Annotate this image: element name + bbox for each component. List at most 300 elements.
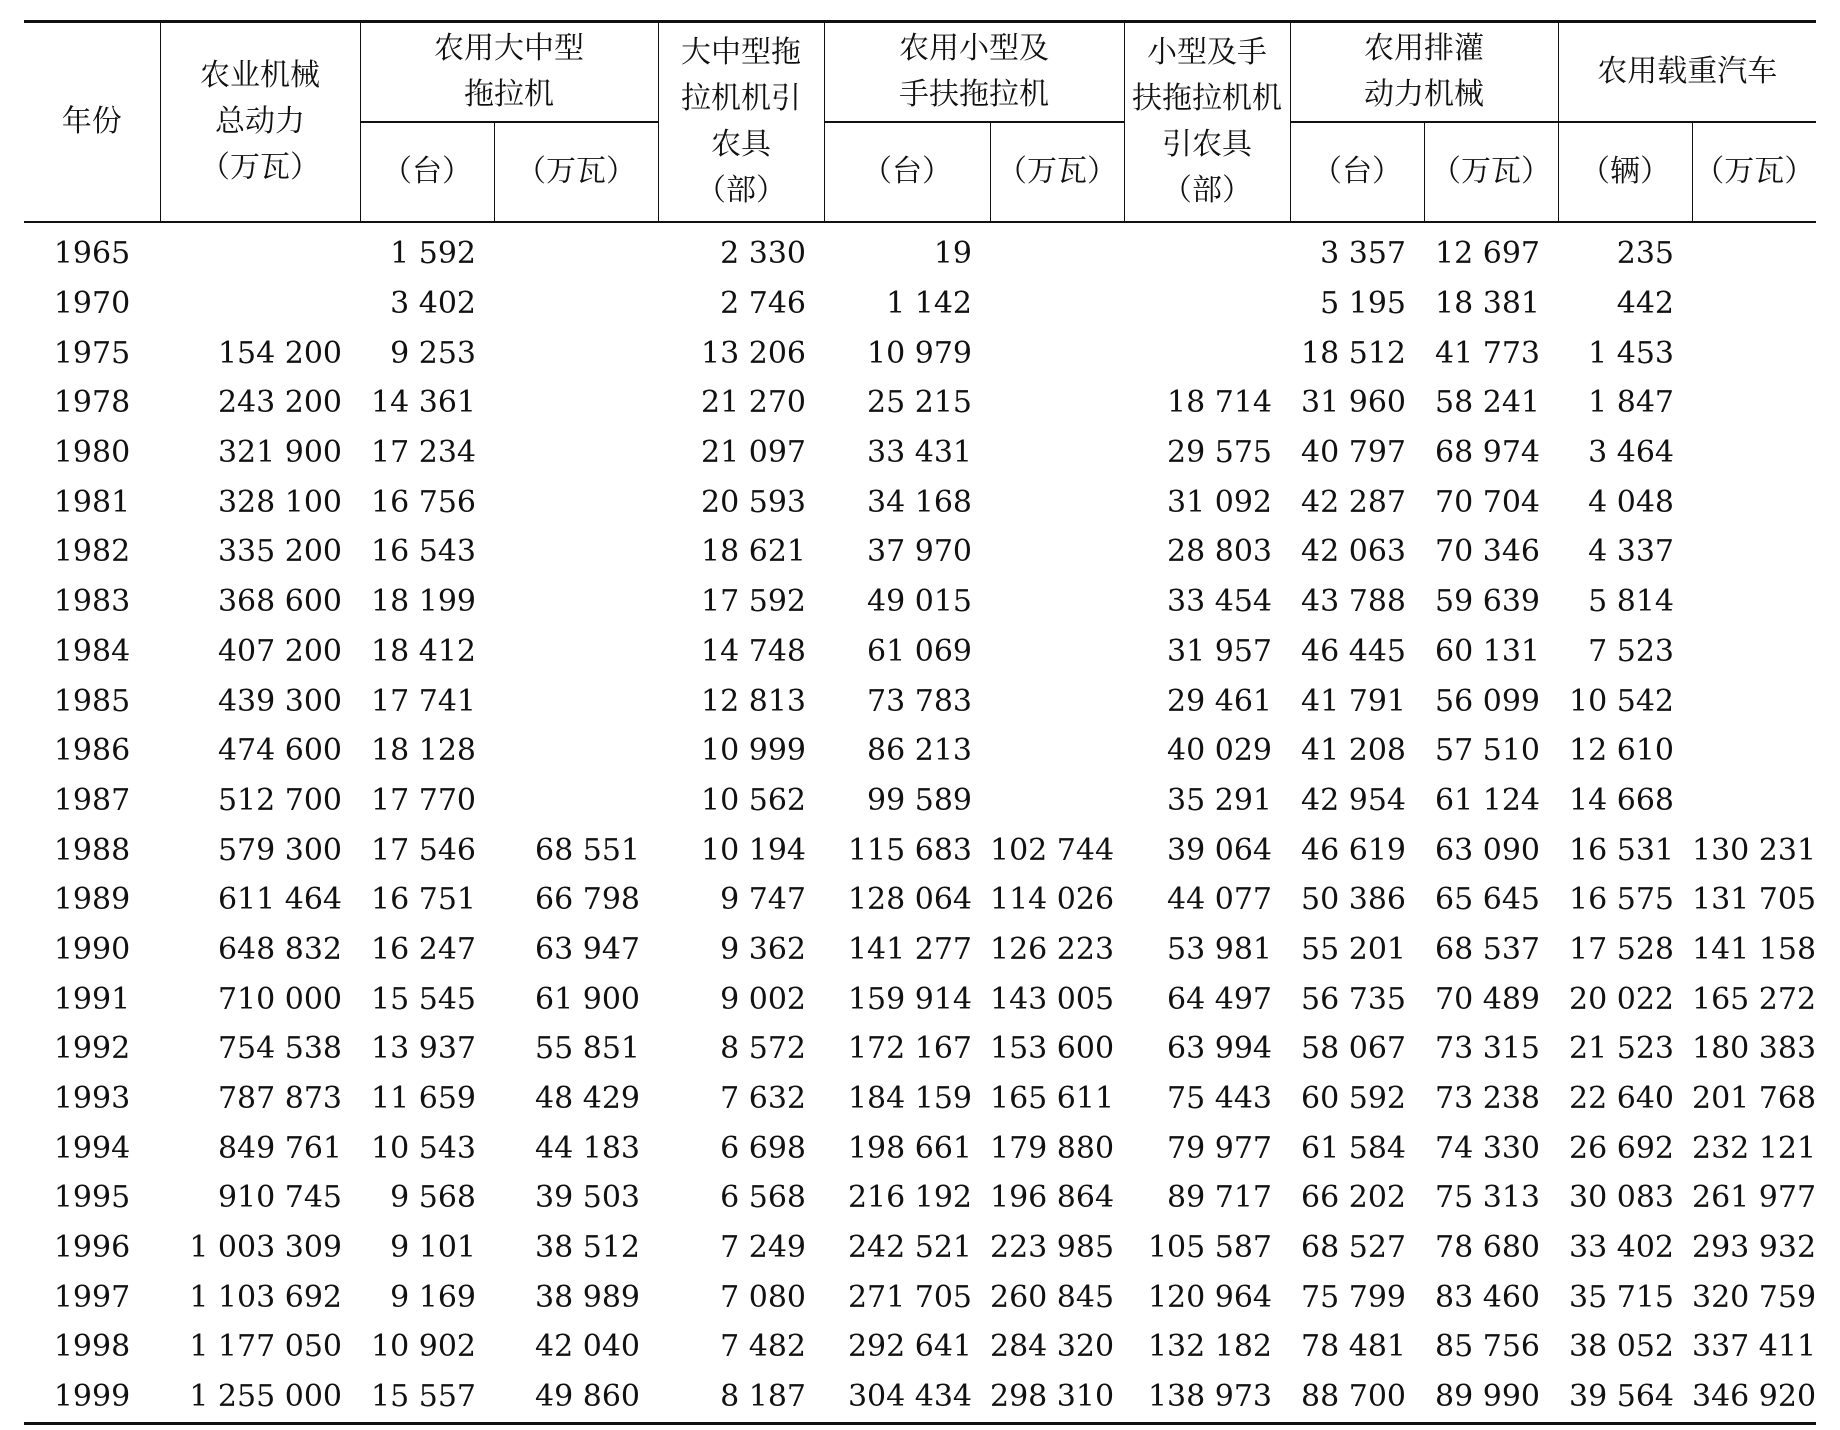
table-row: [24, 477, 1816, 527]
cell-small-tractor-count: 49 015: [867, 584, 972, 620]
cell-truck-count: 10 542: [1569, 683, 1674, 719]
cell-large-implements: 10 562: [701, 782, 806, 818]
cell-small-implements: 138 973: [1124, 1372, 1290, 1423]
cell-year: 1965: [53, 236, 131, 272]
cell-large-implements: 7 632: [720, 1081, 806, 1117]
cell-small-tractor-power: [990, 279, 1124, 329]
cell-large-tractor-count: 16 751: [371, 882, 476, 918]
cell-year: 1984: [53, 633, 131, 669]
cell-truck-count: 21 523: [1569, 1031, 1674, 1067]
cell-small-tractor-power: [990, 477, 1124, 527]
cell-truck-power: [1692, 328, 1816, 378]
cell-large-tractor-power: 44 183: [535, 1130, 640, 1166]
cell-large-tractor-power: 48 429: [535, 1081, 640, 1117]
cell-large-tractor-power: [494, 222, 658, 279]
cell-irrigation-count: 41 208: [1301, 733, 1406, 769]
cell-truck-power: 320 759: [1692, 1279, 1817, 1315]
header-small-implements: [1124, 22, 1290, 223]
cell-small-implements: 40 029: [1167, 733, 1272, 769]
cell-total-power: 787 873: [217, 1081, 342, 1117]
cell-truck-power: [1692, 726, 1816, 776]
cell-small-implements: 18 714: [1167, 385, 1272, 421]
cell-small-tractor-count: 216 192: [847, 1180, 972, 1216]
cell-truck-count: 1 847: [1588, 385, 1674, 421]
cell-truck-power: [1692, 279, 1816, 329]
cell-large-tractor-count: 17 546: [371, 832, 476, 868]
header-small-tractor-line2: 手扶拖拉机: [899, 77, 1049, 112]
cell-total-power: 439 300: [217, 683, 342, 719]
table-row: [24, 378, 1816, 428]
cell-small-implements: 132 182: [1147, 1329, 1272, 1365]
cell-small-tractor-count: 34 168: [867, 484, 972, 520]
cell-irrigation-power: 56 099: [1435, 683, 1540, 719]
header-irrigation-line1: 农用排灌: [1364, 31, 1484, 66]
cell-year: 1986: [53, 733, 131, 769]
cell-total-power: 910 745: [217, 1180, 342, 1216]
cell-large-tractor-count: 16 543: [371, 534, 476, 570]
cell-year: 1981: [53, 484, 131, 520]
cell-irrigation-count: 66 202: [1301, 1180, 1406, 1216]
cell-irrigation-count: 42 954: [1301, 782, 1406, 818]
cell-small-implements: [1124, 279, 1290, 329]
cell-irrigation-count: 50 386: [1301, 882, 1406, 918]
cell-total-power: 1 177 050: [189, 1329, 342, 1365]
table-row: [24, 825, 1816, 875]
table-row: [24, 527, 1816, 577]
cell-truck-power: [1692, 577, 1816, 627]
table-row: [24, 1173, 1816, 1223]
cell-irrigation-power: 57 510: [1435, 733, 1540, 769]
cell-large-tractor-count: 3 402: [390, 286, 476, 322]
cell-small-tractor-power: 196 864: [990, 1180, 1115, 1216]
cell-small-tractor-count: 1 142: [886, 286, 972, 322]
table-row: [24, 577, 1816, 627]
table-row: [24, 627, 1816, 677]
cell-total-power: 321 900: [217, 435, 342, 471]
cell-total-power: 1 103 692: [189, 1279, 342, 1315]
cell-total-power: 407 200: [217, 633, 342, 669]
cell-small-tractor-count: 19: [933, 236, 972, 272]
cell-truck-count: 442: [1616, 286, 1674, 322]
cell-year: 1996: [53, 1230, 131, 1266]
cell-large-tractor-count: 17 234: [371, 435, 476, 471]
cell-large-tractor-power: 38 989: [535, 1279, 640, 1315]
cell-large-implements: 8 187: [658, 1372, 824, 1423]
cell-truck-power: 337 411: [1692, 1329, 1817, 1365]
cell-year: 1970: [53, 286, 131, 322]
cell-truck-count: 12 610: [1569, 733, 1674, 769]
cell-year: 1991: [53, 981, 131, 1017]
cell-small-implements: 33 454: [1167, 584, 1272, 620]
cell-large-implements: 7 482: [720, 1329, 806, 1365]
cell-large-tractor-power: [494, 627, 658, 677]
header-large-implements-line3: 农具: [711, 127, 771, 162]
cell-year: 1994: [53, 1130, 131, 1166]
cell-large-tractor-count: 17 741: [371, 683, 476, 719]
header-large-tractor: [360, 22, 658, 123]
header-irrigation: [1290, 22, 1558, 123]
cell-irrigation-count: 46 445: [1301, 633, 1406, 669]
cell-truck-power: [1692, 477, 1816, 527]
cell-large-implements: 21 270: [701, 385, 806, 421]
cell-large-implements: 8 572: [720, 1031, 806, 1067]
table-row: [24, 676, 1816, 726]
header-total-power-line2: 总动力: [215, 104, 305, 139]
cell-year: 1982: [53, 534, 131, 570]
cell-truck-power: 180 383: [1692, 1031, 1817, 1067]
cell-small-tractor-count: 184 159: [847, 1081, 972, 1117]
cell-large-implements: 6 568: [720, 1180, 806, 1216]
cell-truck-power: [1692, 222, 1816, 279]
cell-irrigation-count: 31 960: [1301, 385, 1406, 421]
cell-irrigation-power: 41 773: [1435, 335, 1540, 371]
cell-irrigation-power: 70 489: [1435, 981, 1540, 1017]
cell-irrigation-power: 70 346: [1435, 534, 1540, 570]
cell-year: 1992: [53, 1031, 131, 1067]
cell-year: 1983: [53, 584, 131, 620]
cell-small-tractor-power: 284 320: [990, 1329, 1115, 1365]
cell-year: 1998: [53, 1329, 131, 1365]
cell-small-tractor-count: 99 589: [867, 782, 972, 818]
cell-year: 1990: [53, 931, 131, 967]
unit-irrigation-wanwa: （万瓦）: [1424, 122, 1558, 222]
cell-year: 1985: [53, 683, 131, 719]
unit-small-tractor-wanwa: （万瓦）: [990, 122, 1124, 222]
cell-truck-count: 30 083: [1569, 1180, 1674, 1216]
cell-year: 1999: [24, 1372, 160, 1423]
cell-year: 1997: [53, 1279, 131, 1315]
cell-large-tractor-power: [494, 676, 658, 726]
cell-small-tractor-count: 10 979: [867, 335, 972, 371]
cell-small-implements: 53 981: [1167, 931, 1272, 967]
cell-large-implements: 9 362: [720, 931, 806, 967]
header-small-implements-line3: 引农具: [1162, 127, 1252, 162]
cell-irrigation-count: 5 195: [1320, 286, 1406, 322]
cell-truck-count: 38 052: [1569, 1329, 1674, 1365]
header-small-tractor: [824, 22, 1124, 123]
header-total-power-unit: （万瓦）: [200, 150, 320, 185]
cell-truck-count: 1 453: [1588, 335, 1674, 371]
table-row: [24, 925, 1816, 975]
cell-small-tractor-count: 128 064: [847, 882, 972, 918]
cell-small-tractor-count: 159 914: [847, 981, 972, 1017]
cell-large-tractor-power: [494, 328, 658, 378]
cell-truck-power: 346 920: [1692, 1372, 1816, 1423]
cell-truck-power: 130 231: [1692, 832, 1817, 868]
cell-small-implements: 44 077: [1167, 882, 1272, 918]
cell-large-tractor-count: 16 756: [371, 484, 476, 520]
cell-truck-power: 165 272: [1692, 981, 1817, 1017]
cell-large-tractor-power: [494, 428, 658, 478]
cell-irrigation-count: 68 527: [1301, 1230, 1406, 1266]
cell-small-tractor-power: [990, 378, 1124, 428]
cell-small-implements: [1124, 328, 1290, 378]
cell-large-tractor-power: [494, 726, 658, 776]
cell-small-tractor-power: [990, 676, 1124, 726]
header-small-implements-line1: 小型及手: [1147, 35, 1267, 70]
cell-irrigation-power: 12 697: [1435, 236, 1540, 272]
cell-truck-power: 232 121: [1692, 1130, 1817, 1166]
cell-truck-count: 17 528: [1569, 931, 1674, 967]
cell-truck-count: 235: [1616, 236, 1674, 272]
header-irrigation-line2: 动力机械: [1364, 77, 1484, 112]
unit-small-tractor-tai: （台）: [824, 122, 990, 222]
cell-irrigation-count: 75 799: [1301, 1279, 1406, 1315]
cell-irrigation-power: 73 238: [1435, 1081, 1540, 1117]
cell-large-implements: 9 002: [720, 981, 806, 1017]
cell-small-tractor-power: 179 880: [990, 1130, 1115, 1166]
cell-large-tractor-power: 49 860: [494, 1372, 658, 1423]
header-small-implements-unit: （部）: [1162, 173, 1252, 208]
cell-large-implements: 17 592: [701, 584, 806, 620]
cell-irrigation-count: 60 592: [1301, 1081, 1406, 1117]
unit-truck-liang: （辆）: [1558, 122, 1692, 222]
cell-truck-count: 39 564: [1558, 1372, 1692, 1423]
cell-small-tractor-count: 33 431: [867, 435, 972, 471]
cell-large-implements: 10 194: [701, 832, 806, 868]
cell-large-tractor-count: 11 659: [371, 1081, 476, 1117]
cell-small-tractor-count: 172 167: [847, 1031, 972, 1067]
cell-small-tractor-power: [990, 328, 1124, 378]
unit-truck-wanwa: （万瓦）: [1692, 122, 1816, 222]
cell-large-implements: 2 330: [720, 236, 806, 272]
cell-small-implements: 79 977: [1167, 1130, 1272, 1166]
cell-year: 1975: [53, 335, 131, 371]
cell-large-implements: 2 746: [720, 286, 806, 322]
cell-truck-count: 7 523: [1588, 633, 1674, 669]
cell-large-tractor-count: 13 937: [371, 1031, 476, 1067]
table-row: [24, 1372, 1816, 1423]
cell-truck-power: [1692, 627, 1816, 677]
cell-large-tractor-count: 9 101: [390, 1230, 476, 1266]
cell-small-tractor-power: [990, 627, 1124, 677]
header-large-implements: [658, 22, 824, 223]
cell-irrigation-count: 55 201: [1301, 931, 1406, 967]
cell-truck-power: 261 977: [1692, 1180, 1817, 1216]
cell-large-implements: 7 249: [720, 1230, 806, 1266]
cell-small-implements: 120 964: [1147, 1279, 1272, 1315]
cell-total-power: 154 200: [217, 335, 342, 371]
table-container: [24, 20, 1816, 1425]
cell-year: 1978: [53, 385, 131, 421]
cell-total-power: 849 761: [217, 1130, 342, 1166]
cell-irrigation-power: 61 124: [1435, 782, 1540, 818]
header-large-implements-line1: 大中型拖: [681, 35, 801, 70]
cell-large-tractor-power: 42 040: [535, 1329, 640, 1365]
cell-irrigation-power: 85 756: [1435, 1329, 1540, 1365]
cell-small-tractor-count: 198 661: [847, 1130, 972, 1166]
cell-total-power: 710 000: [217, 981, 342, 1017]
cell-truck-count: 16 531: [1569, 832, 1674, 868]
table-row: [24, 1223, 1816, 1273]
cell-large-tractor-power: 63 947: [535, 931, 640, 967]
cell-large-tractor-count: 9 568: [390, 1180, 476, 1216]
cell-small-tractor-power: 260 845: [990, 1279, 1115, 1315]
cell-small-tractor-power: 153 600: [990, 1031, 1115, 1067]
cell-small-implements: 35 291: [1167, 782, 1272, 818]
header-truck: 农用载重汽车: [1558, 22, 1816, 123]
cell-truck-count: 3 464: [1588, 435, 1674, 471]
cell-irrigation-power: 70 704: [1435, 484, 1540, 520]
cell-small-tractor-count: 37 970: [867, 534, 972, 570]
cell-irrigation-count: 41 791: [1301, 683, 1406, 719]
unit-large-tractor-tai: （台）: [360, 122, 494, 222]
header-large-tractor-line1: 农用大中型: [434, 31, 584, 66]
header-large-implements-line2: 拉机机引: [681, 81, 801, 116]
cell-small-tractor-count: 25 215: [867, 385, 972, 421]
cell-total-power: 512 700: [217, 782, 342, 818]
cell-total-power: 1 003 309: [189, 1230, 342, 1266]
cell-irrigation-count: 43 788: [1301, 584, 1406, 620]
cell-large-tractor-power: [494, 577, 658, 627]
cell-large-tractor-count: 14 361: [371, 385, 476, 421]
cell-large-tractor-power: [494, 477, 658, 527]
cell-large-tractor-power: 39 503: [535, 1180, 640, 1216]
cell-small-implements: 29 575: [1167, 435, 1272, 471]
cell-large-tractor-power: 61 900: [535, 981, 640, 1017]
cell-large-implements: 12 813: [701, 683, 806, 719]
cell-small-tractor-power: [990, 222, 1124, 279]
table-row: [24, 726, 1816, 776]
cell-small-tractor-power: [990, 428, 1124, 478]
cell-large-tractor-count: 18 128: [371, 733, 476, 769]
cell-large-implements: 21 097: [701, 435, 806, 471]
cell-irrigation-power: 68 974: [1435, 435, 1540, 471]
cell-small-tractor-count: 115 683: [847, 832, 972, 868]
cell-small-implements: 39 064: [1167, 832, 1272, 868]
cell-small-tractor-power: 114 026: [990, 882, 1115, 918]
cell-total-power: 579 300: [217, 832, 342, 868]
cell-year: 1989: [53, 882, 131, 918]
cell-small-tractor-count: 271 705: [847, 1279, 972, 1315]
table-row: [24, 328, 1816, 378]
cell-total-power: 368 600: [217, 584, 342, 620]
cell-irrigation-power: 89 990: [1424, 1372, 1558, 1423]
cell-small-implements: 31 092: [1167, 484, 1272, 520]
cell-large-tractor-count: 17 770: [371, 782, 476, 818]
unit-irrigation-tai: （台）: [1290, 122, 1424, 222]
table-row: [24, 776, 1816, 826]
cell-small-tractor-count: 304 434: [824, 1372, 990, 1423]
cell-irrigation-power: 58 241: [1435, 385, 1540, 421]
cell-truck-count: 33 402: [1569, 1230, 1674, 1266]
cell-irrigation-power: 63 090: [1435, 832, 1540, 868]
cell-year: 1995: [53, 1180, 131, 1216]
cell-truck-count: 5 814: [1588, 584, 1674, 620]
cell-truck-count: 14 668: [1569, 782, 1674, 818]
cell-large-tractor-count: 15 545: [371, 981, 476, 1017]
cell-small-tractor-power: 143 005: [990, 981, 1115, 1017]
cell-large-tractor-power: [494, 776, 658, 826]
cell-truck-count: 20 022: [1569, 981, 1674, 1017]
cell-truck-count: 35 715: [1569, 1279, 1674, 1315]
cell-truck-count: 4 337: [1588, 534, 1674, 570]
cell-irrigation-power: 65 645: [1435, 882, 1540, 918]
cell-small-implements: 29 461: [1167, 683, 1272, 719]
cell-small-implements: 64 497: [1167, 981, 1272, 1017]
cell-large-implements: 6 698: [720, 1130, 806, 1166]
header-large-tractor-line2: 拖拉机: [464, 77, 554, 112]
cell-large-implements: 10 999: [701, 733, 806, 769]
cell-irrigation-count: 46 619: [1301, 832, 1406, 868]
cell-small-implements: 89 717: [1167, 1180, 1272, 1216]
table-row: [24, 875, 1816, 925]
cell-total-power: 754 538: [217, 1031, 342, 1067]
cell-large-implements: 18 621: [701, 534, 806, 570]
cell-small-tractor-power: 165 611: [990, 1081, 1115, 1117]
cell-truck-power: 131 705: [1692, 882, 1817, 918]
cell-year: 1993: [53, 1081, 131, 1117]
cell-total-power: 243 200: [217, 385, 342, 421]
agri-machinery-table: [24, 20, 1816, 1425]
cell-large-tractor-count: 9 253: [390, 335, 476, 371]
cell-total-power: 648 832: [217, 931, 342, 967]
cell-small-tractor-count: 61 069: [867, 633, 972, 669]
cell-small-tractor-power: 102 744: [990, 832, 1115, 868]
cell-irrigation-power: 59 639: [1435, 584, 1540, 620]
cell-irrigation-power: 60 131: [1435, 633, 1540, 669]
cell-irrigation-power: 75 313: [1435, 1180, 1540, 1216]
cell-irrigation-count: 42 287: [1301, 484, 1406, 520]
cell-large-tractor-count: 10 543: [371, 1130, 476, 1166]
cell-irrigation-count: 42 063: [1301, 534, 1406, 570]
cell-irrigation-count: 58 067: [1301, 1031, 1406, 1067]
cell-large-tractor-count: 18 412: [371, 633, 476, 669]
cell-large-implements: 20 593: [701, 484, 806, 520]
cell-large-tractor-count: 1 592: [390, 236, 476, 272]
cell-small-implements: 31 957: [1167, 633, 1272, 669]
cell-small-implements: 63 994: [1167, 1031, 1272, 1067]
cell-truck-count: 22 640: [1569, 1081, 1674, 1117]
cell-irrigation-count: 78 481: [1301, 1329, 1406, 1365]
cell-large-tractor-power: [494, 279, 658, 329]
cell-large-tractor-count: 15 557: [360, 1372, 494, 1423]
cell-small-tractor-power: 126 223: [990, 931, 1115, 967]
cell-large-tractor-power: [494, 378, 658, 428]
cell-truck-power: [1692, 378, 1816, 428]
cell-year: 1988: [53, 832, 131, 868]
cell-small-tractor-count: 242 521: [847, 1230, 972, 1266]
table-row: [24, 279, 1816, 329]
cell-total-power: 328 100: [217, 484, 342, 520]
table-body: [24, 222, 1816, 1423]
cell-total-power: 335 200: [217, 534, 342, 570]
cell-truck-count: 4 048: [1588, 484, 1674, 520]
cell-year: 1980: [53, 435, 131, 471]
cell-truck-power: 141 158: [1692, 931, 1817, 967]
cell-small-tractor-power: 223 985: [990, 1230, 1115, 1266]
cell-large-tractor-count: 9 169: [390, 1279, 476, 1315]
cell-truck-count: 16 575: [1569, 882, 1674, 918]
cell-truck-power: 293 932: [1692, 1230, 1817, 1266]
cell-large-implements: 14 748: [701, 633, 806, 669]
cell-large-tractor-power: 55 851: [535, 1031, 640, 1067]
cell-irrigation-power: 73 315: [1435, 1031, 1540, 1067]
unit-large-tractor-wanwa: （万瓦）: [494, 122, 658, 222]
header-small-tractor-line1: 农用小型及: [899, 31, 1049, 66]
cell-large-tractor-count: 16 247: [371, 931, 476, 967]
cell-irrigation-power: 74 330: [1435, 1130, 1540, 1166]
header-small-implements-line2: 扶拖拉机机: [1132, 81, 1282, 116]
header-total-power-line1: 农业机械: [200, 58, 320, 93]
table-row: [24, 428, 1816, 478]
cell-truck-power: [1692, 527, 1816, 577]
cell-small-implements: 75 443: [1167, 1081, 1272, 1117]
cell-irrigation-count: 40 797: [1301, 435, 1406, 471]
cell-small-tractor-count: 141 277: [847, 931, 972, 967]
cell-total-power: 1 255 000: [160, 1372, 360, 1423]
cell-truck-count: 26 692: [1569, 1130, 1674, 1166]
